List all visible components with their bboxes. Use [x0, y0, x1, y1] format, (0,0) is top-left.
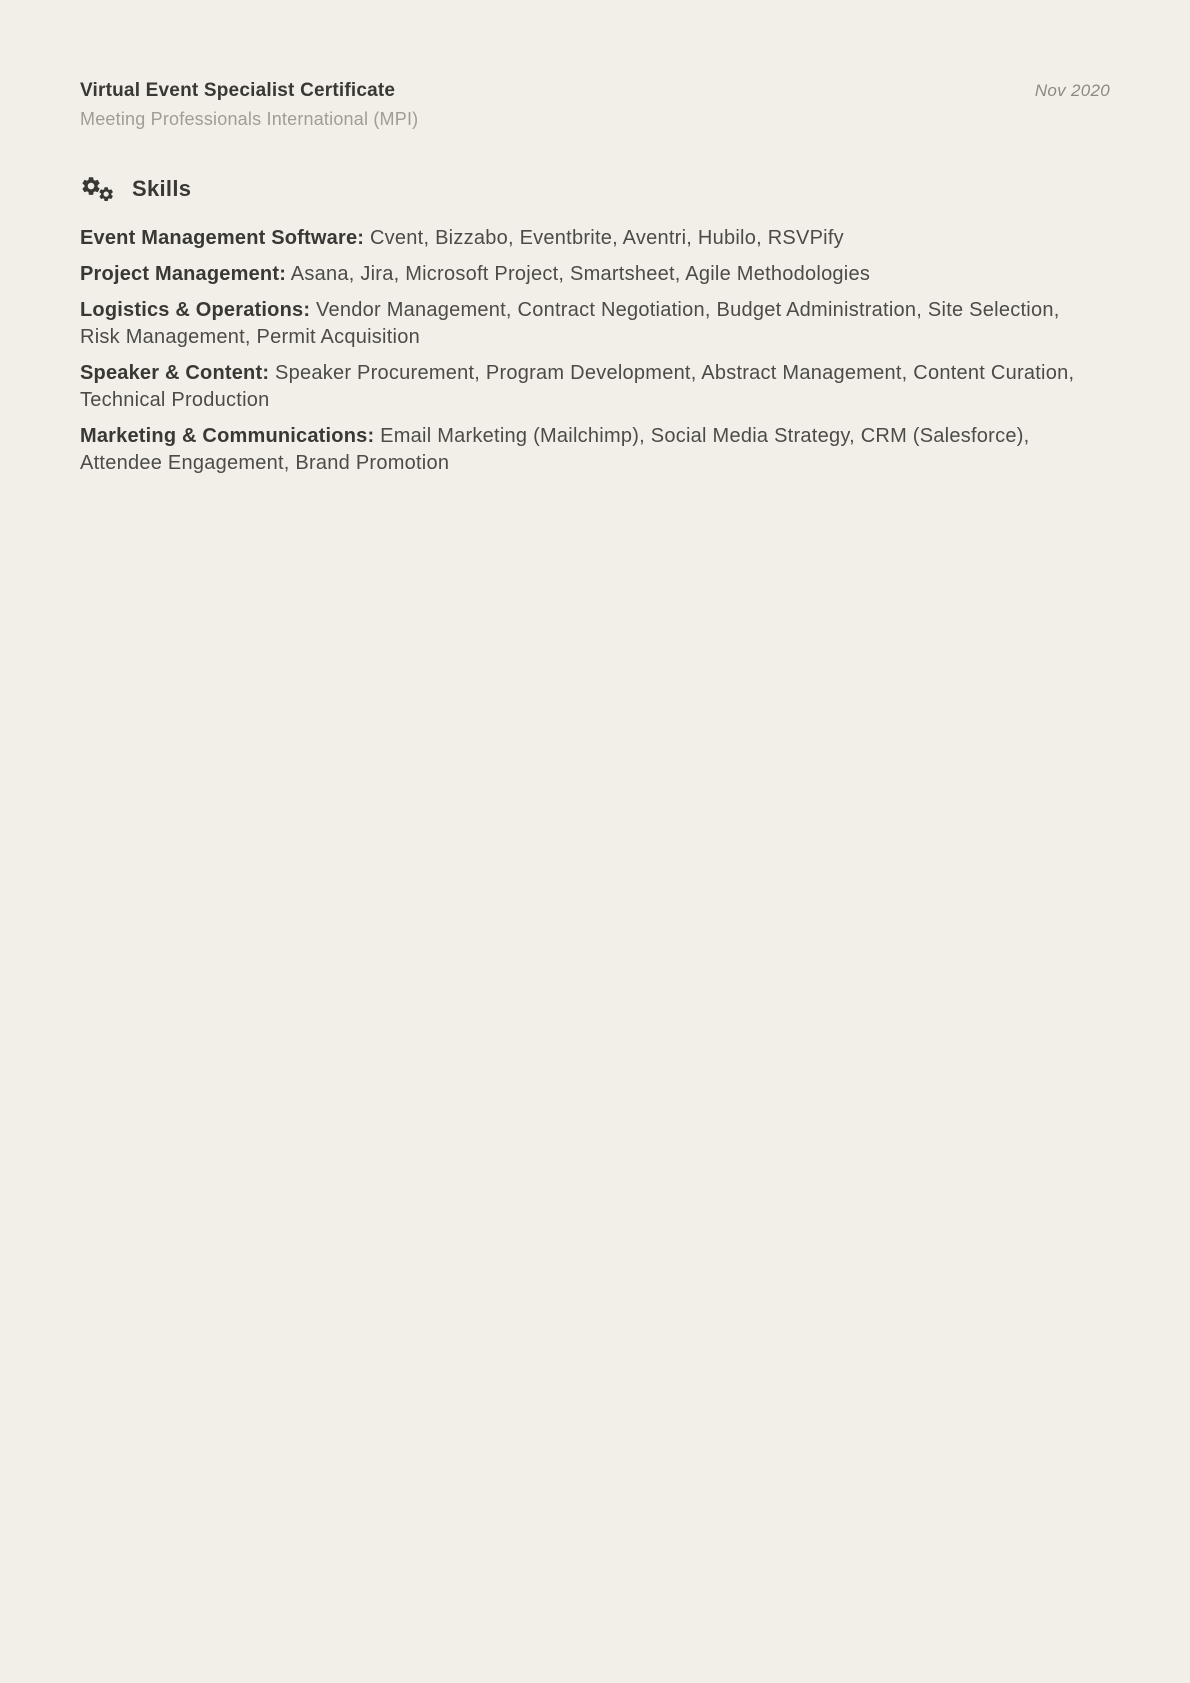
certificate-issuer: Meeting Professionals International (MPI): [80, 109, 419, 129]
skill-category-row: [80, 297, 1095, 351]
skill-category-label: Marketing & Communications:: [80, 425, 375, 447]
skill-category-values: Vendor Management, Contract Negotiation, Budget Administration, Site Selection, Risk Management, Permit Acquisition: [80, 299, 1060, 348]
skill-category-row: [80, 225, 1095, 252]
skill-category-values: Speaker Procurement, Program Development, Abstract Management, Content Curation, Technical Production: [80, 362, 1075, 411]
certificate-title: Virtual Event Specialist Certificate: [80, 80, 396, 101]
skill-category-label: Speaker & Content:: [80, 362, 270, 384]
skill-category-label: Logistics & Operations:: [80, 299, 311, 321]
skill-category-values: Asana, Jira, Microsoft Project, Smartsheet, Agile Methodologies: [290, 263, 871, 285]
skill-category-label: Project Management:: [80, 263, 287, 285]
skills-section-header: [80, 175, 1110, 203]
certificate-title-row: [80, 78, 1110, 103]
skill-category-label: Event Management Software:: [80, 227, 365, 249]
skill-category-row: [80, 423, 1095, 477]
certificate-header: [80, 78, 1110, 131]
skills-section: [80, 175, 1110, 477]
gears-icon: [80, 175, 118, 203]
skills-list: [80, 225, 1095, 477]
certificate-date: Nov 2020: [1034, 81, 1110, 100]
skill-category-row: [80, 360, 1095, 414]
skills-heading: Skills: [132, 176, 192, 201]
skill-category-values: Email Marketing (Mailchimp), Social Media Strategy, CRM (Salesforce), Attendee Engagement, Brand Promotion: [80, 425, 1030, 474]
skill-category-row: [80, 261, 1095, 288]
skill-category-values: Cvent, Bizzabo, Eventbrite, Aventri, Hubilo, RSVPify: [369, 227, 844, 249]
